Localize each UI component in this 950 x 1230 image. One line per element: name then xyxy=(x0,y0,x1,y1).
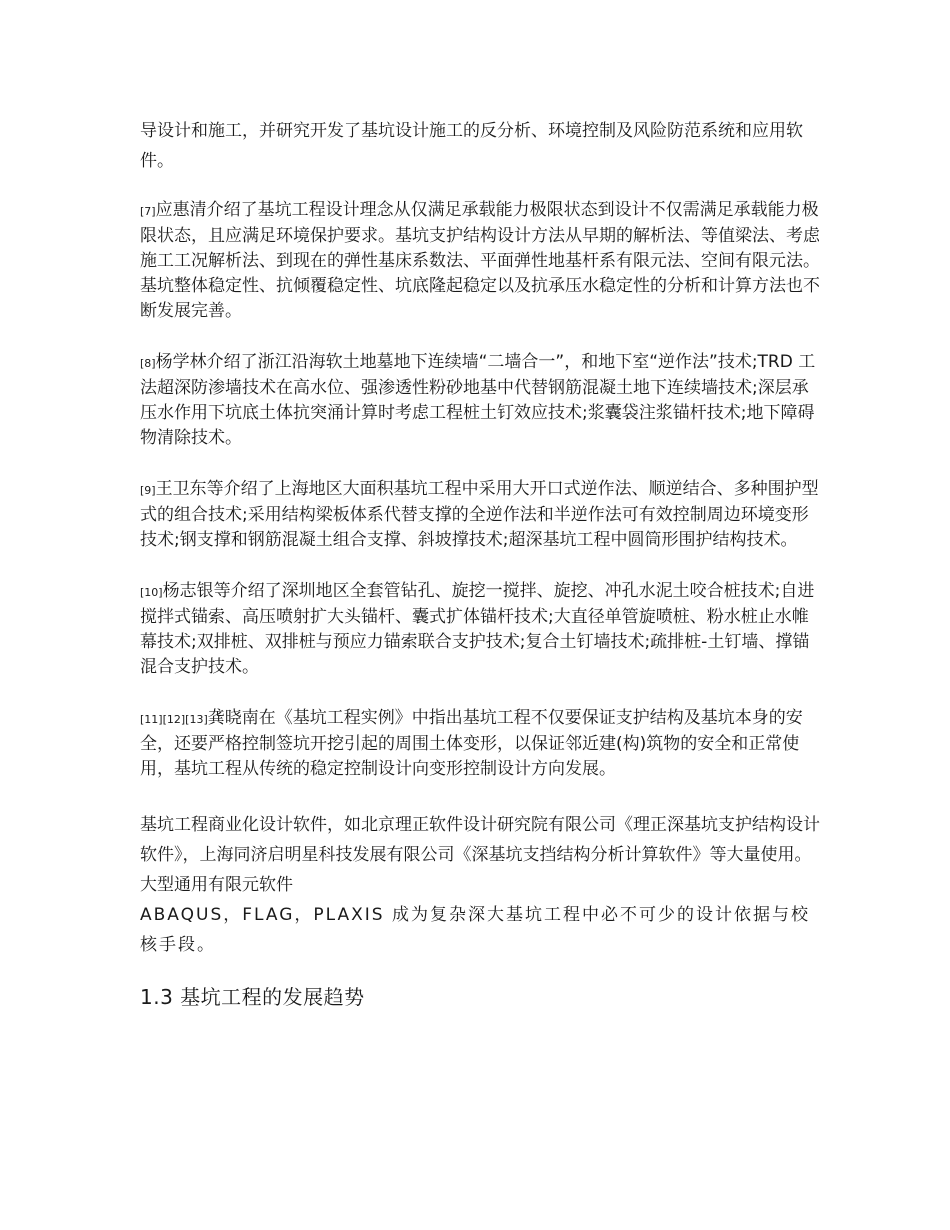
citation-marker: [8] xyxy=(140,357,156,370)
paragraph-ref-10 xyxy=(140,579,820,680)
section-heading: 1.3 基坑工程的发展趋势 xyxy=(140,985,365,1009)
paragraph-intro-continued xyxy=(140,116,820,176)
paragraph-text: 应惠清介绍了基坑工程设计理念从仅满足承载能力极限状态到设计不仅需满足承载能力极限状态，且应满足环境保护要求。基坑支护结构设计方法从早期的解析法、等值梁法、考虑施工工况解析法、到现在的弹性基床系数法、平面弹性地基杆系有限元法、空间有限元法。基坑整体稳定性、抗倾覆稳定性、坑底隆起稳定以及抗承压水稳定性的分析和计算方法也不断发展完善。 xyxy=(140,200,820,321)
paragraph-text-software-names: ABAQUS，FLAG，PLAXIS 成为复杂深大基坑工程中必不可少的设计依据与校核手段。 xyxy=(140,905,810,955)
citation-marker: [11][12][13] xyxy=(140,713,208,726)
paragraph-ref-9 xyxy=(140,477,820,553)
paragraph-text: 杨学林介绍了浙江沿海软土地墓地下连续墙“二墙合一”，和地下室“逆作法”技术;TRD 工法超深防渗墙技术在高水位、强渗透性粉砂地基中代替钢筋混凝土地下连续墙技术;深层承压水作用下坑底土体抗突涌计算时考虑工程桩土钉效应技术;浆囊袋注浆锚杆技术;地下障碍物清除技术。 xyxy=(140,352,816,448)
citation-marker: [7] xyxy=(140,205,156,218)
paragraph-ref-8 xyxy=(140,350,820,451)
paragraph-text: 基坑工程商业化设计软件，如北京理正软件设计研究院有限公司《理正深基坑支护结构设计软件》，上海同济启明星科技发展有限公司《深基坑支挡结构分析计算软件》等大量使用。大型通用有限元软件 xyxy=(140,815,820,895)
paragraph-text: 王卫东等介绍了上海地区大面积基坑工程中采用大开口式逆作法、顺逆结合、多种围护型式的组合技术;采用结构梁板体系代替支撑的全逆作法和半逆作法可有效控制周边环境变形技术;钢支撑和钢筋混凝土组合支撑、斜坡撑技术;超深基坑工程中圆筒形围护结构技术。 xyxy=(140,479,819,550)
citation-marker: [9] xyxy=(140,484,156,497)
document-page xyxy=(140,116,820,1012)
paragraph-text: 龚晓南在《基坑工程实例》中指出基坑工程不仅要保证支护结构及基坑本身的安全，还要严格控制签坑开挖引起的周围土体变形，以保证邻近建(构)筑物的安全和正常使用，基坑工程从传统的稳定控制设计向变形控制设计方向发展。 xyxy=(140,708,803,779)
paragraph-text: 杨志银等介绍了深圳地区全套管钻孔、旋挖一搅拌、旋挖、冲孔水泥土咬合桩技术;自进搅拌式锚索、高压喷射扩大头锚杆、囊式扩体锚杆技术;大直径单管旋喷桩、粉水桩止水帷幕技术;双排桩、双排桩与预应力锚索联合支护技术;复合土钉墙技术;疏排桩-土钉墙、撑锚混合支护技术。 xyxy=(140,581,815,677)
paragraph-ref-7 xyxy=(140,198,820,324)
paragraph-ref-11-13 xyxy=(140,706,820,782)
paragraph-software xyxy=(140,810,820,960)
paragraph-text: 导设计和施工，并研究开发了基坑设计施工的反分析、环境控制及风险防范系统和应用软件。 xyxy=(140,121,803,171)
citation-marker: [10] xyxy=(140,586,163,599)
